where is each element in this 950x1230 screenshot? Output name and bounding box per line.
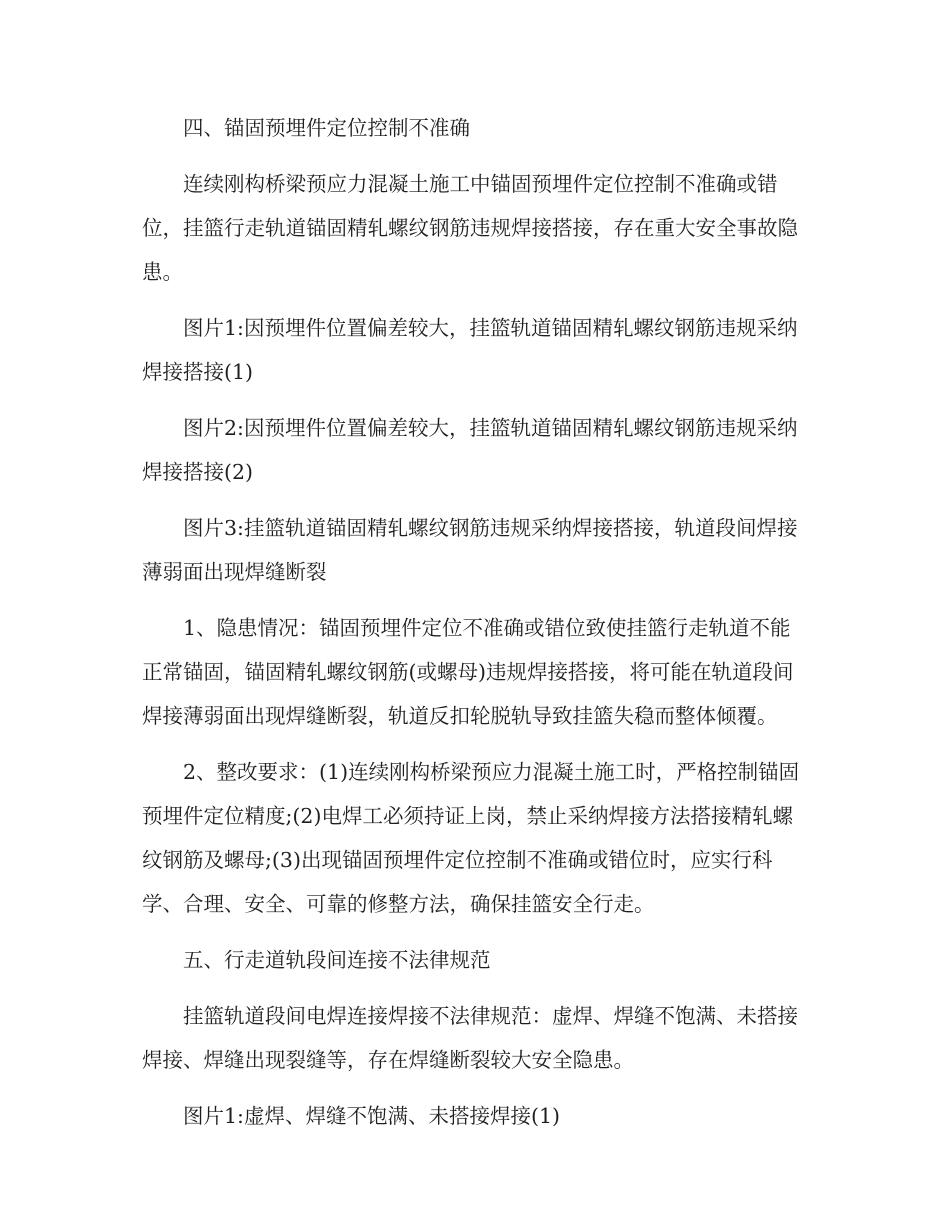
document-page [142,106,808,1150]
figure-caption-2: 图片2:因预埋件位置偏差较大，挂篮轨道锚固精轧螺纹钢筋违规采纳焊接搭接(2) [142,416,798,484]
paragraph-intro-4: 连续刚构桥梁预应力混凝土施工中锚固预埋件定位控制不准确或错位，挂篮行走轨道锚固精轧螺纹钢筋违规焊接搭接，存在重大安全事故隐患。 [142,172,798,284]
paragraph-intro-5: 挂篮轨道段间电焊连接焊接不法律规范：虚焊、焊缝不饱满、未搭接焊接、焊缝出现裂缝等，存在焊缝断裂较大安全隐患。 [142,1004,798,1072]
hazard-situation: 1、隐患情况：锚固预埋件定位不准确或错位致使挂篮行走轨道不能正常锚固，锚固精轧螺纹钢筋(或螺母)违规焊接搭接，将可能在轨道段间焊接薄弱面出现焊缝断裂，轨道反扣轮脱轨导致挂篮失稳而整体倾覆。 [142,616,794,728]
figure-caption-3: 图片3:挂篮轨道锚固精轧螺纹钢筋违规采纳焊接搭接，轨道段间焊接薄弱面出现焊缝断裂 [142,516,798,584]
rectification-requirements: 2、整改要求：(1)连续刚构桥梁预应力混凝土施工时，严格控制锚固预埋件定位精度;(2)电焊工必须持证上岗，禁止采纳焊接方法搭接精轧螺纹钢筋及螺母;(3)出现锚固预埋件定位控制不准确或错位时，应实行科学、合理、安全、可靠的修整方法，确保挂篮安全行走。 [142,760,800,916]
section-heading-5: 五、行走道轨段间连接不法律规范 [183,948,491,972]
figure-caption-1: 图片1:因预埋件位置偏差较大，挂篮轨道锚固精轧螺纹钢筋违规采纳焊接搭接(1) [142,316,798,384]
section-heading-4: 四、锚固预埋件定位控制不准确 [183,116,470,140]
figure-caption-5-1: 图片1:虚焊、焊缝不饱满、未搭接焊接(1) [183,1104,560,1128]
